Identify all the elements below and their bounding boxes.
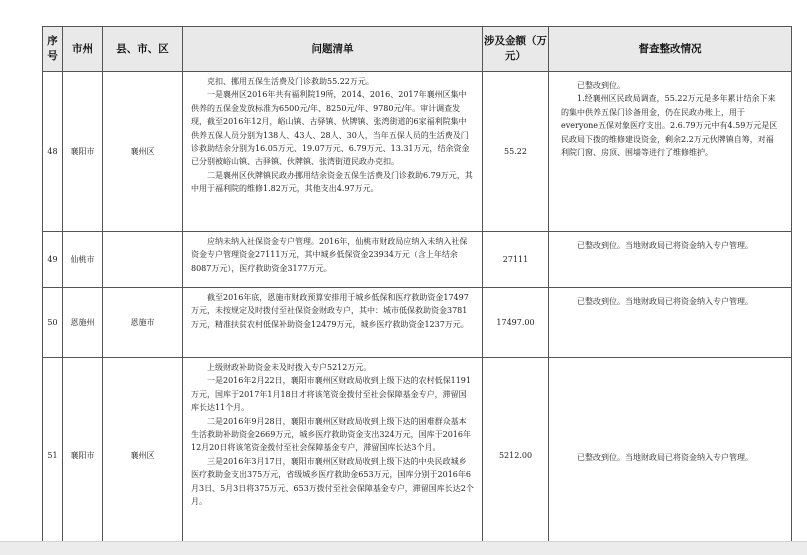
- audit-issues-table: [42, 26, 792, 554]
- row-status: [549, 232, 792, 288]
- issue-paragraph: 三是2016年3月17日，襄阳市襄州区财政局收到上级下达的中央民政城乡医疗救助金支出375万元，省级城乡医疗救助金653万元，国库分别于2016年6月3日、5月3日将375万元、653万拨付至社会保障基金专户，滞留国库长达2个月。: [191, 456, 474, 507]
- row-issue: [183, 72, 483, 232]
- table-header-row: [43, 27, 792, 72]
- row-issue: [183, 358, 483, 554]
- row-status: [549, 358, 792, 554]
- issue-paragraph: 上级财政补助资金未及时拨入专户5212万元。: [207, 363, 372, 372]
- row-issue: [183, 288, 483, 358]
- row-county: [103, 232, 183, 288]
- status-paragraph: 已整改到位。: [577, 81, 625, 90]
- row-amount: 55.22: [483, 72, 549, 232]
- table-row: [43, 72, 792, 232]
- row-seq: 49: [43, 232, 63, 288]
- header-county: 县、市、区: [103, 27, 183, 72]
- header-amount: 涉及金额（万元）: [483, 27, 549, 72]
- issue-paragraph: 一是襄州区2016年共有福利院19所，2014、2016、2017年襄州区集中供养的五保金发放标准为6500元/年、8250元/年、9780元/年。审计调查发现，截至2016年12月，峪山镇、古驿镇、伙牌镇、张湾街道的6家福利院集中供养五保人员分别为138人、43人、28人、30人，当年五保人员的生活费及门诊救助结余分别为16.05万元、19.07万元、6.79万元、13.31万元，结余资金已分别被峪山镇、古驿镇、伙牌镇、张湾街道民政办克扣。: [191, 90, 470, 167]
- row-status: [549, 72, 792, 232]
- row-seq: 48: [43, 72, 63, 232]
- row-issue: [183, 232, 483, 288]
- page-bottom-bar: [0, 541, 807, 555]
- table-row: [43, 232, 792, 288]
- header-issue: 问题清单: [183, 27, 483, 72]
- status-paragraph: 已整改到位。当地财政局已将资金纳入专户管理。: [577, 297, 753, 306]
- row-city: 襄阳市: [63, 72, 103, 232]
- row-county: 襄州区: [103, 72, 183, 232]
- row-county: 恩施市: [103, 288, 183, 358]
- table-row: [43, 358, 792, 554]
- row-amount: 27111: [483, 232, 549, 288]
- status-paragraph: 已整改到位。当地财政局已将资金纳入专户管理。: [577, 241, 753, 250]
- status-paragraph: 1.经襄州区民政局调查，55.22万元是多年累计结余下来的集中供养五保门诊备用金，仍在民政办账上，用于everyone五保对象医疗支出。2.6.79万元中有4.59万元是区民政局下拨的维修建设资金，剩余2.2万元伙牌镇自筹，对福利院门窗、房顶、围墙等进行了维修维护。: [561, 94, 778, 158]
- issue-paragraph: 二是2016年9月28日，襄阳市襄州区财政局收到上级下达的困难群众基本生活救助补助资金2669万元，城乡医疗救助资金支出324万元，国库于2016年12月20日将该笔资金拨付至社会保障基金专户，滞留国库长达3个月。: [191, 416, 471, 453]
- row-seq: 50: [43, 288, 63, 358]
- row-county: 襄州区: [103, 358, 183, 554]
- row-city: 仙桃市: [63, 232, 103, 288]
- header-city: 市州: [63, 27, 103, 72]
- issue-paragraph: 截至2016年底，恩施市财政预算安排用于城乡低保和医疗救助资金17497万元，未按规定及时拨付至社保资金财政专户，其中：城市低保救助资金3781万元，精准扶贫农村低保补助资金12479万元，城乡医疗救助资金1237万元。: [191, 293, 469, 329]
- table-row: [43, 288, 792, 358]
- issue-paragraph: 二是襄州区伙牌镇民政办挪用结余资金五保生活费及门诊救助6.79万元，其中用于福利院的维修1.82万元，其他支出4.97万元。: [191, 170, 473, 194]
- row-amount: 17497.00: [483, 288, 549, 358]
- issue-paragraph: 一是2016年2月22日，襄阳市襄州区财政局收到上级下达的农村低保1191万元，国库于2017年1月18日才将该笔资金拨付至社会保障基金专户，滞留国库长达11个月。: [191, 376, 471, 413]
- issue-paragraph: 克扣、挪用五保生活费及门诊救助55.22万元。: [207, 77, 374, 86]
- row-seq: 51: [43, 358, 63, 554]
- issue-paragraph: 应纳未纳入社保资金专户管理。2016年，仙桃市财政局应纳入未纳入社保资金专户管理资金27111万元，其中城乡低保资金23934万元（含上年结余8087万元），医疗救助资金3177万元。: [191, 237, 468, 273]
- row-status: [549, 288, 792, 358]
- header-seq: 序号: [43, 27, 63, 72]
- header-status: 督查整改情况: [549, 27, 792, 72]
- row-city: 襄阳市: [63, 358, 103, 554]
- row-city: 恩施州: [63, 288, 103, 358]
- status-paragraph: 已整改到位。当地财政局已将资金纳入专户管理。: [577, 453, 753, 463]
- row-amount: 5212.00: [483, 358, 549, 554]
